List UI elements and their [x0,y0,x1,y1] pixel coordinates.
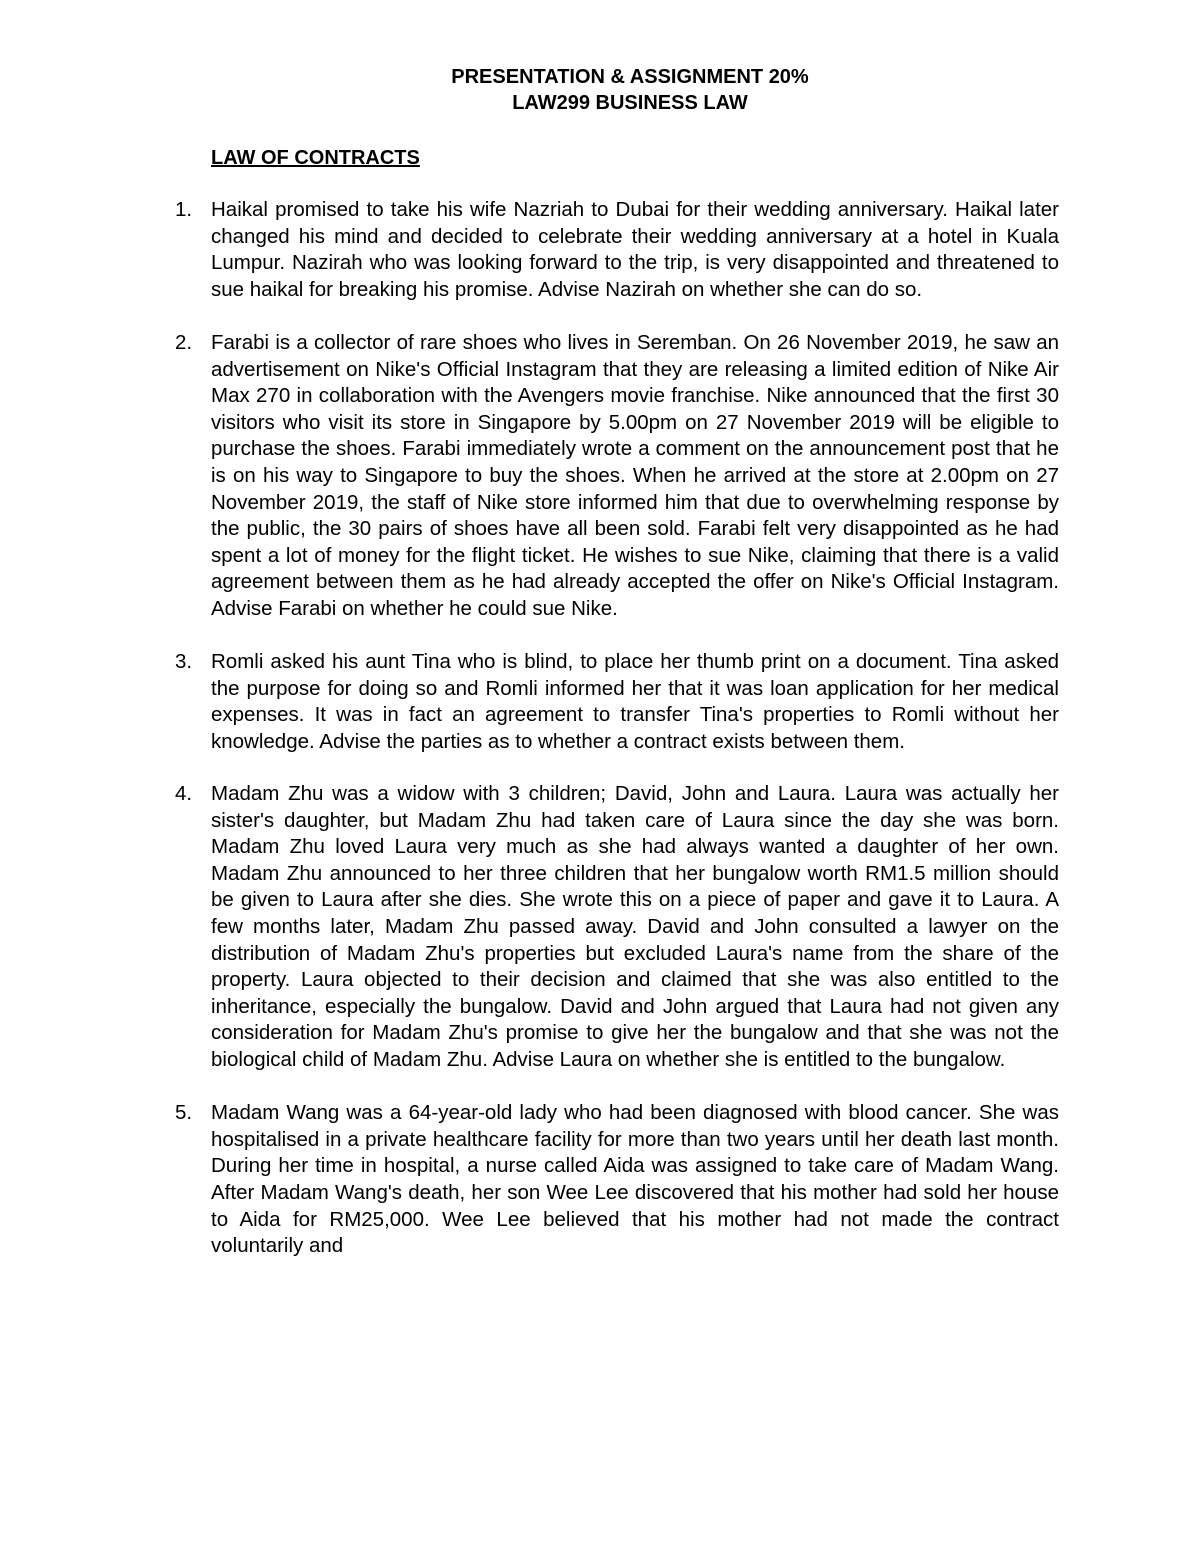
question-text: Farabi is a collector of rare shoes who lives in Seremban. On 26 November 2019, he saw an advertisement on Nike's Official Instagram that they are releasing a limited edition of Nike Air Max 270 in collaboration with the Avengers movie franchise. Nike announced that the first 30 visitors who visit its store in Singapore by 5.00pm on 27 November 2019 will be eligible to purchase the shoes. Farabi immediately wrote a comment on the announcement post that he is on his way to Singapore to buy the shoes. When he arrived at the store at 2.00pm on 27 November 2019, the staff of Nike store informed him that due to overwhelming response by the public, the 30 pairs of shoes have all been sold. Farabi felt very disappointed as he had spent a lot of money for the flight ticket. He wishes to sue Nike, claiming that there is a valid agreement between them as he had already accepted the offer on Nike's Official Instagram. Advise Farabi on whether he could sue Nike. [211,330,1059,620]
question-item [175,197,1059,303]
question-number: 2. [175,330,193,354]
course-title: LAW299 BUSINESS LAW [512,92,748,114]
question-number: 1. [175,198,193,221]
question-item [175,649,1059,755]
question-text: Madam Wang was a 64-year-old lady who had been diagnosed with blood cancer. She was hospitalised in a private healthcare facility for more than two years until her death last month. During her time in hospital, a nurse called Aida was assigned to take care of Madam Wang. After Madam Wang's death, her son Wee Lee discovered that his mother had sold her house to Aida for RM25,000. Wee Lee believed that his mother had not made the contract voluntarily and [211,1101,1059,1258]
question-text: Madam Zhu was a widow with 3 children; David, John and Laura. Laura was actually her sister's daughter, but Madam Zhu had taken care of Laura since the day she was born. Madam Zhu loved Laura very much as she had always wanted a daughter of her own. Madam Zhu announced to her three children that her bungalow worth RM1.5 million should be given to Laura after she dies. She wrote this on a piece of paper and gave it to Laura. A few months later, Madam Zhu passed away. David and John consulted a lawyer on the distribution of Madam Zhu's properties but excluded Laura's name from the share of the property. Laura objected to their decision and claimed that she was also entitled to the inheritance, especially the bungalow. David and John argued that Laura had not given any consideration for Madam Zhu's promise to give her the bungalow and that she was not the biological child of Madam Zhu. Advise Laura on whether she is entitled to the bungalow. [211,782,1059,1071]
question-text: Haikal promised to take his wife Nazriah to Dubai for their wedding anniversary. Haikal later changed his mind and decided to celebrate their wedding anniversary at a hotel in Kuala Lumpur. Nazirah who was looking forward to the trip, is very disappointed and threatened to sue haikal for breaking his promise. Advise Nazirah on whether she can do so. [211,198,1059,301]
question-list [175,197,1059,1286]
question-item [175,1100,1059,1260]
question-text: Romli asked his aunt Tina who is blind, to place her thumb print on a document. Tina asked the purpose for doing so and Romli informed her that it was loan application for her medical expenses. It was in fact an agreement to transfer Tina's properties to Romli without her knowledge. Advise the parties as to whether a contract exists between them. [211,650,1059,753]
section-heading: LAW OF CONTRACTS [211,147,420,169]
question-item [175,781,1059,1074]
question-number: 3. [175,650,193,674]
question-item [175,330,1059,623]
question-number: 4. [175,782,193,806]
document-title: PRESENTATION & ASSIGNMENT 20% [451,66,809,88]
question-number: 5. [175,1101,193,1125]
